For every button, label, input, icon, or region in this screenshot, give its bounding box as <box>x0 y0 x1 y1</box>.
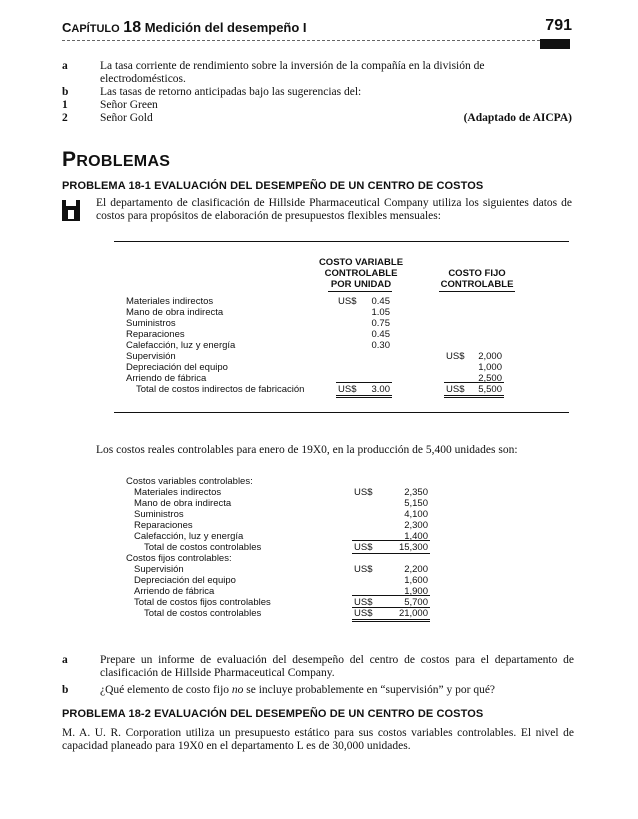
problem-title: PROBLEMA 18-2 EVALUACIÓN DEL DESEMPEÑO DE UN CENTRO DE COSTOS <box>62 708 484 720</box>
problem-text: M. A. U. R. Corporation utiliza un presupuesto estático para sus costos variables controlables. El nivel de capacidad planeado para 19X0 en el departamento L es de 30,000 unidades. <box>62 727 574 752</box>
chapter-word: APÍTULO <box>71 23 120 35</box>
table-cell: 5,150 <box>404 498 428 509</box>
currency-label: US$ <box>338 384 357 395</box>
list-item: a Prepare un informe de evaluación del desempeño del centro de costos para el departamento de clasificación de Hillside Pharmaceutical Company. <box>62 654 574 679</box>
problem-title: PROBLEMA 18-1 EVALUACIÓN DEL DESEMPEÑO DE UN CENTRO DE COSTOS <box>62 180 484 192</box>
table-cell: 1,600 <box>404 575 428 586</box>
currency-label: US$ <box>446 351 465 362</box>
actual-costs-intro: Los costos reales controlables para enero de 19X0, en la producción de 5,400 unidades son: <box>96 444 518 456</box>
table-heading: Costos variables controlables: <box>126 476 253 487</box>
currency-label: US$ <box>354 608 373 619</box>
table-row: Suministros <box>126 318 176 329</box>
table-cell: 2,500 <box>478 373 502 384</box>
table-row: Reparaciones <box>134 520 193 531</box>
table-cell: 1,000 <box>478 362 502 373</box>
table-total-var: 3.00 <box>371 384 390 395</box>
section-title: PROBLEMAS <box>62 148 171 171</box>
table-cell: 0.45 <box>371 329 390 340</box>
chapter-title: Medición del desempeño I <box>144 20 307 35</box>
header-underline <box>439 291 515 292</box>
table-cell: 2,350 <box>404 487 428 498</box>
list-item: b ¿Qué elemento de costo fijo no se incluye probablemente en “supervisión” y por qué? <box>62 684 496 696</box>
table-total-label: Total de costos fijos controlables <box>134 597 271 608</box>
table-cell: 5,700 <box>404 597 428 608</box>
table-cell: 1,400 <box>404 531 428 542</box>
floppy-disk-icon <box>62 200 80 221</box>
table-cell: 1,900 <box>404 586 428 597</box>
table-cell: 4,100 <box>404 509 428 520</box>
table-cell: 2,300 <box>404 520 428 531</box>
table-total-fixed: 5,500 <box>478 384 502 395</box>
table-cell: 0.75 <box>371 318 390 329</box>
table-cell: 1.05 <box>371 307 390 318</box>
actual-costs-table <box>126 476 446 626</box>
problem-intro: El departamento de clasificación de Hillside Pharmaceutical Company utiliza los siguientes datos de costos para propósitos de elaboración de presupuestos flexibles mensuales: <box>96 197 572 222</box>
currency-label: US$ <box>354 597 373 608</box>
header-rule <box>62 40 570 41</box>
table-cell: 21,000 <box>398 608 428 619</box>
question-list <box>62 654 574 701</box>
table-bottom-rule <box>114 412 569 413</box>
column-header-fixed: COSTO FIJO CONTROLABLE <box>440 268 514 290</box>
table-top-rule <box>114 241 569 242</box>
header-underline <box>328 291 392 292</box>
table-cell: 0.45 <box>371 296 390 307</box>
table-row: Supervisión <box>134 564 184 575</box>
page-number: 791 <box>545 17 572 34</box>
chapter-number: 18 <box>123 19 142 36</box>
chapter-header <box>62 19 307 37</box>
table-row: Depreciación del equipo <box>134 575 236 586</box>
table-row: Mano de obra indirecta <box>126 307 224 318</box>
table-row: Reparaciones <box>126 329 185 340</box>
list-item: 1 Señor Green <box>62 99 158 111</box>
table-cell: 2,200 <box>404 564 428 575</box>
table-row: Calefacción, luz y energía <box>134 531 244 542</box>
source-note: (Adaptado de AICPA) <box>463 112 572 124</box>
top-question-list <box>62 60 572 125</box>
table-cell: 15,300 <box>398 542 428 553</box>
table-row: Materiales indirectos <box>126 296 214 307</box>
currency-label: US$ <box>354 487 373 498</box>
table-row: Arriendo de fábrica <box>134 586 215 597</box>
currency-label: US$ <box>354 564 373 575</box>
currency-label: US$ <box>354 542 373 553</box>
table-row: Materiales indirectos <box>134 487 222 498</box>
table-cell: 2,000 <box>478 351 502 362</box>
table-row: Depreciación del equipo <box>126 362 228 373</box>
currency-label: US$ <box>446 384 465 395</box>
chapter-prefix: C <box>62 20 72 35</box>
table-total-label: Total de costos controlables <box>144 542 262 553</box>
list-item: 2 Señor Gold (Adaptado de AICPA) <box>62 112 572 124</box>
table-cell: 0.30 <box>371 340 390 351</box>
column-header-variable: COSTO VARIABLE CONTROLABLE POR UNIDAD <box>318 257 404 290</box>
table-row: Supervisión <box>126 351 176 362</box>
table-row: Calefacción, luz y energía <box>126 340 236 351</box>
table-row: Arriendo de fábrica <box>126 373 207 384</box>
table-row: Mano de obra indirecta <box>134 498 232 509</box>
table-total-label: Total de costos indirectos de fabricación <box>136 384 305 395</box>
list-item: b Las tasas de retorno anticipadas bajo las sugerencias del: <box>62 86 362 98</box>
list-item: a La tasa corriente de rendimiento sobre la inversión de la compañía en la división de electrodomésticos. <box>62 60 485 85</box>
table-total-label: Total de costos controlables <box>144 608 262 619</box>
header-block <box>540 39 570 49</box>
table-heading: Costos fijos controlables: <box>126 553 232 564</box>
currency-label: US$ <box>338 296 357 307</box>
table-row: Suministros <box>134 509 184 520</box>
